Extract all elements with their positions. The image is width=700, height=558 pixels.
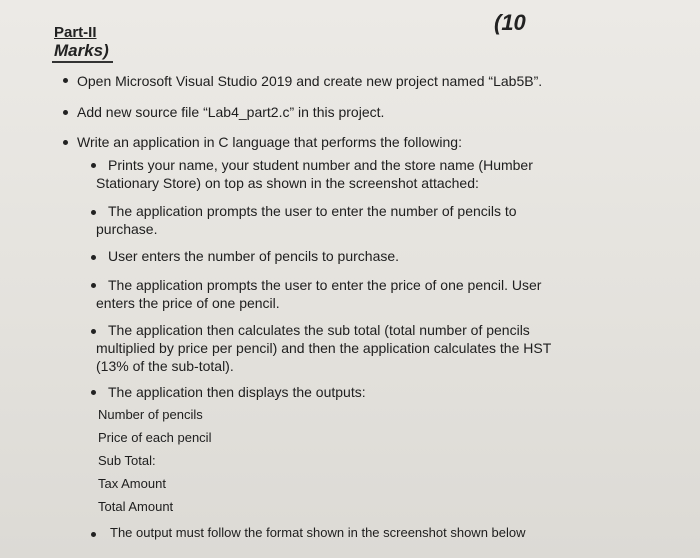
- bullet-3: [63, 140, 68, 145]
- subitem-3-line-1: User enters the number of pencils to purchase.: [108, 248, 400, 264]
- subitem-4-line-1: The application prompts the user to enter the price of one pencil. User: [108, 277, 542, 293]
- final-item: The output must follow the format shown in the screenshot shown below: [110, 525, 526, 540]
- subitem-6-line-1: The application then displays the outputs:: [108, 384, 366, 400]
- sub-bullet-2: [91, 210, 96, 215]
- subitem-5-line-1: The application then calculates the sub total (total number of pencils: [108, 322, 530, 338]
- final-bullet: [91, 532, 96, 537]
- sub-bullet-5: [91, 329, 96, 334]
- sub-bullet-1: [91, 163, 96, 168]
- sub-bullet-3: [91, 255, 96, 260]
- bullet-1: [63, 78, 68, 83]
- sub-bullet-4: [91, 283, 96, 288]
- item-1: Open Microsoft Visual Studio 2019 and create new project named “Lab5B”.: [77, 73, 543, 89]
- subitem-1-line-1: Prints your name, your student number and the store name (Humber: [108, 157, 533, 173]
- output-tax-amount: Tax Amount: [98, 476, 166, 491]
- subitem-5-line-3: (13% of the sub-total).: [96, 358, 234, 374]
- marks-value: (10: [494, 10, 526, 35]
- subitem-4-line-2: enters the price of one pencil.: [96, 295, 280, 311]
- sub-bullet-6: [91, 390, 96, 395]
- output-total-amount: Total Amount: [98, 499, 174, 514]
- output-number-of-pencils: Number of pencils: [98, 407, 203, 422]
- part-heading: Part-II: [54, 24, 97, 41]
- item-2: Add new source file “Lab4_part2.c” in this project.: [77, 104, 385, 120]
- subitem-1-line-2: Stationary Store) on top as shown in the screenshot attached:: [96, 175, 479, 191]
- bullet-2: [63, 110, 68, 115]
- output-price-each-pencil: Price of each pencil: [98, 430, 212, 445]
- subitem-2-line-2: purchase.: [96, 221, 158, 237]
- marks-label: Marks): [52, 41, 113, 63]
- subitem-5-line-2: multiplied by price per pencil) and then the application calculates the HST: [96, 340, 552, 356]
- item-3: Write an application in C language that performs the following:: [77, 134, 462, 150]
- output-sub-total: Sub Total:: [98, 453, 156, 468]
- subitem-2-line-1: The application prompts the user to enter the number of pencils to: [108, 203, 517, 219]
